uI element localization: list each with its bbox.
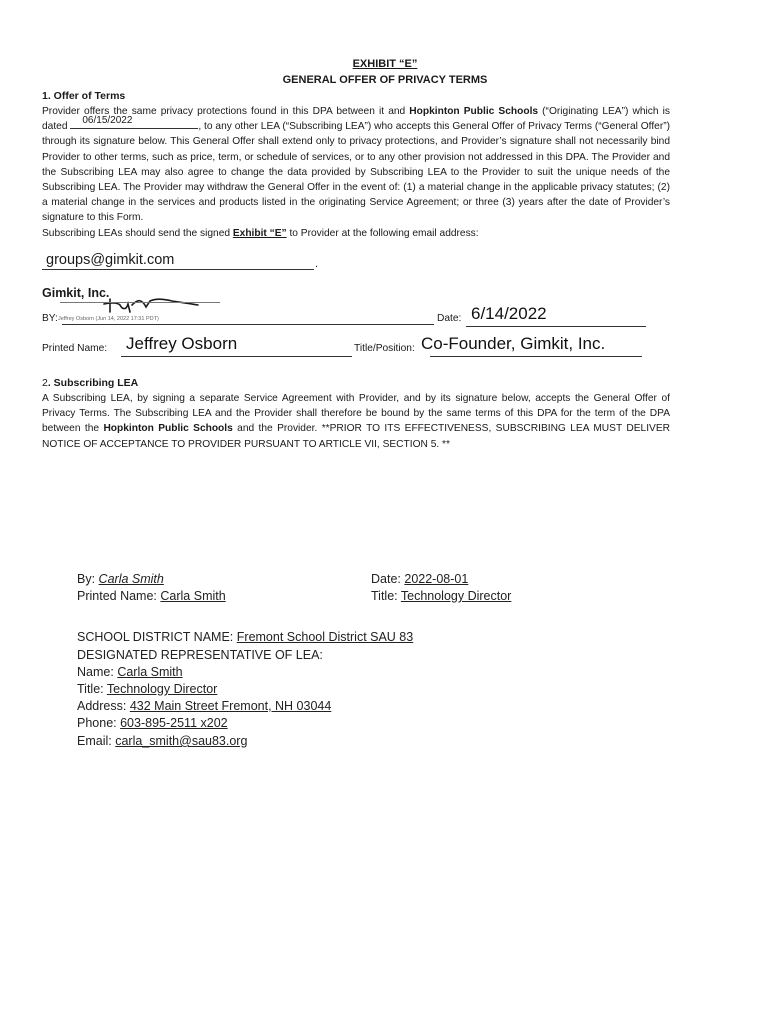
designated-rep-heading: DESIGNATED REPRESENTATIVE OF LEA: [77,648,323,662]
provider-email-field[interactable] [42,252,314,270]
subscribing-lea-paragraph [42,391,670,452]
subscriber-date-row [371,572,468,586]
signature-stamp: Jeffrey Osborn (Jun 14, 2022 17:31 PDT) [58,316,159,322]
rep-email-row [77,734,247,748]
rep-address-value[interactable]: 432 Main Street Fremont, NH 03044 [129,699,332,713]
subscriber-title-row [371,589,511,603]
subscribing-lea-name: Hopkinton Public Schools [103,423,233,435]
send-text-end: to Provider at the following email address: [286,227,479,239]
document-subtitle: GENERAL OFFER OF PRIVACY TERMS [282,74,488,86]
rep-name-row [77,665,183,679]
rep-name-value[interactable]: Carla Smith [117,665,183,679]
dated-field[interactable] [70,115,198,129]
subscriber-by-label: By: [77,572,96,586]
section2-heading [42,377,138,389]
section2-heading-text: . Subscribing LEA [47,377,139,389]
provider-title-value: Co-Founder, Gimkit, Inc. [421,334,606,353]
rep-name-label: Name: [77,665,114,679]
provider-by-label: BY: [42,313,58,324]
rep-address-row [77,699,331,713]
rep-title-value[interactable]: Technology Director [106,682,218,696]
rep-phone-label: Phone: [77,716,117,730]
subscribing-text-start: A Subscribing LEA, by signing a separate Service Agreement with Provider, and by its signature below, accepts the General Offer of Privacy Terms. The Subscribing LEA and the Provider shall therefore be bound by the same terms of this DPA for the term of the DPA between the [42,393,670,435]
school-district-row [77,630,413,644]
rep-phone-row [77,716,228,730]
provider-printed-name-label: Printed Name: [42,343,108,354]
provider-email-period: . [315,258,319,270]
provider-printed-name-field[interactable] [121,334,352,357]
subscriber-date-label: Date: [371,572,401,586]
provider-date-label: Date: [437,313,462,324]
offer-text-rest: , to any other LEA (“Subscribing LEA”) who accepts this General Offer of Privacy Terms (“General Offer”) through its signature below. This General Offer shall extend only to privacy protections, and Provider’s signature shall not necessarily bind Provider to other terms, such as price, term, or schedule of services, or to any other provision not addressed in this DPA. The Provider and the Subscribing LEA may also agree to change the data provided by Subscribing LEA to the Provider to suit the unique needs of the Subscribing LEA. The Provider may withdraw the General Offer in the event of: (1) a material change in the applicable privacy statutes; (2) a material change in the services and products listed in the originating Service Agreement; or three (3) years after the date of Provider’s signature to this Form. [42,121,670,224]
subscriber-printed-name-label: Printed Name: [77,589,157,603]
section2-heading-num: 2 [42,377,48,389]
subscriber-date-value[interactable]: 2022-08-01 [404,572,469,586]
rep-phone-value[interactable]: 603-895-2511 x202 [120,716,228,730]
school-district-label: SCHOOL DISTRICT NAME: [77,630,234,644]
subscribing-text-end: and the Provider. **PRIOR TO ITS EFFECTIVENESS, SUBSCRIBING LEA MUST DELIVER NOTICE OF ACCEPTANCE TO PROVIDER PURSUANT TO ARTICLE VII, SECTION 5. ** [42,423,670,450]
offer-text-start: Provider offers the same privacy protections found in this DPA between it and [42,106,410,117]
provider-date-field[interactable] [466,304,646,327]
provider-printed-name-value: Jeffrey Osborn [126,334,238,353]
rep-email-label: Email: [77,734,112,748]
rep-title-row [77,682,217,696]
send-exhibit-label: Exhibit “E” [232,227,287,239]
rep-title-label: Title: [77,682,104,696]
subscriber-by-value[interactable]: Carla Smith [98,572,164,586]
provider-email-value: groups@gimkit.com [46,252,175,268]
provider-title-label: Title/Position: [354,343,415,354]
section1-heading: 1. Offer of Terms [42,90,126,102]
signature-scribble-icon [102,295,202,317]
signature-divider [60,302,220,303]
provider-date-value: 6/14/2022 [471,304,547,323]
send-text-start: Subscribing LEAs should send the signed [42,227,233,239]
dated-value: 06/15/2022 [82,115,133,127]
rep-email-value[interactable]: carla_smith@sau83.org [115,734,248,748]
school-district-value[interactable]: Fremont School District SAU 83 [236,630,414,644]
offer-text-after-lea: (“Originating LEA”) which is dated [42,106,670,133]
offer-of-terms-paragraph [42,104,670,241]
subscriber-title-value[interactable]: Technology Director [400,589,512,603]
provider-company: Gimkit, Inc. [42,286,110,300]
provider-title-field[interactable] [421,334,642,357]
provider-signature-field[interactable] [58,311,434,325]
rep-address-label: Address: [77,699,127,713]
subscriber-title-label: Title: [371,589,398,603]
subscriber-printed-name-row [77,589,226,603]
originating-lea-name: Hopkinton Public Schools [409,106,539,117]
subscriber-by-row [77,572,164,586]
exhibit-title: EXHIBIT “E” [352,58,418,70]
subscriber-printed-name-value[interactable]: Carla Smith [160,589,226,603]
